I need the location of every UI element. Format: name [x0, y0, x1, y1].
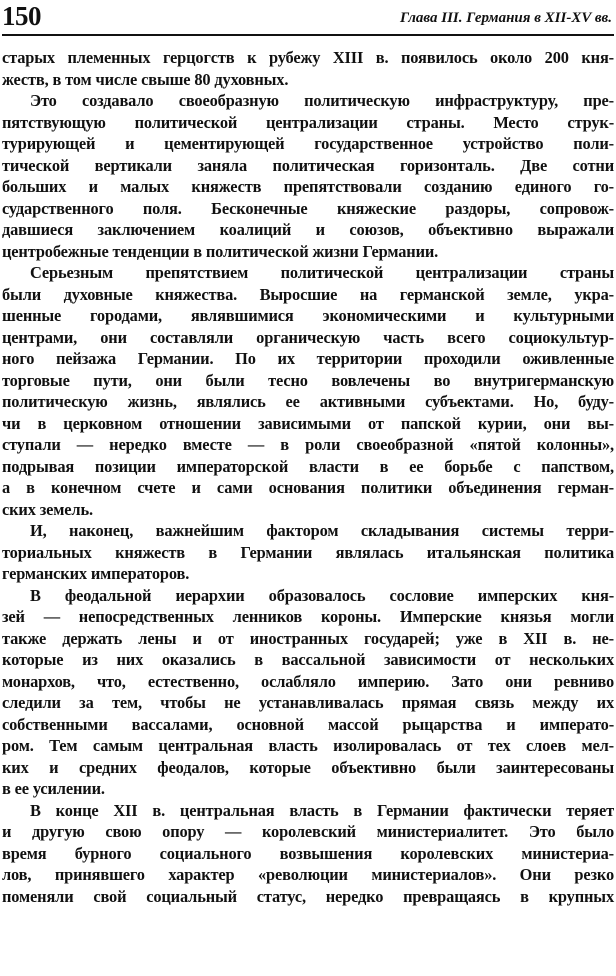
text-line: которые из них оказались в вассальной зависимости от нескольких: [2, 650, 614, 669]
text-line: поменяли свой социальный статус, нередко превращаясь в крупных: [2, 886, 614, 906]
text-line: ного пейзажа Германии. По их территории проходили оживленные: [2, 349, 614, 368]
text-line: подрывая позиции императорской власти в ее борьбе с папством,: [2, 456, 614, 476]
text-line: пятствующую политической централизации страны. Место струк-: [2, 112, 614, 132]
header-rule: [2, 34, 614, 36]
text-line: а в конечном счете и сами основания политики объединения герман-: [2, 478, 614, 497]
text-line: германских императоров.: [2, 564, 190, 583]
text-line: также держать лены и от иностранных государей; уже в XII в. не-: [2, 628, 614, 648]
text-line: старых племенных герцогств к рубежу XIII в. появилось около 200 кня-: [2, 48, 614, 67]
text-line: ступали — нередко вместе — в роли своеобразной «пятой колонны»,: [2, 435, 614, 454]
text-line: собственными вассалами, основной массой рыцарства и императо-: [2, 714, 614, 734]
text-line: монархов, что, естественно, ослабляло империю. Зато они ревниво: [2, 671, 614, 691]
text-line: Серьезным препятствием политической централизации страны: [30, 263, 614, 282]
text-line: Это создавало своеобразную политическую инфраструктуру, пре-: [30, 91, 614, 110]
page-header: [0, 0, 616, 36]
text-line: и другую свою опору — королевский министериалитет. Это было: [2, 822, 614, 841]
text-line: жеств, в том числе свыше 80 духовных.: [2, 69, 289, 89]
text-line: политическую жизнь, являлись ее активными субъектами. Но, буду-: [2, 392, 614, 411]
text-line: чи в церковном отношении зависимыми от папской курии, они вы-: [2, 413, 614, 433]
running-head: Глава III. Германия в XII-XV вв.: [399, 10, 612, 26]
text-line: в ее усилении.: [2, 779, 105, 798]
text-line: были духовные княжества. Выросшие на германской земле, укра-: [2, 284, 614, 304]
text-line: торговые пути, они были тесно вовлечены во внутригерманскую: [2, 370, 614, 390]
text-line: время бурного социального возвышения королевских министериа-: [2, 843, 614, 863]
text-line: ром. Тем самым центральная власть изолировалась от тех слоев мел-: [2, 736, 614, 755]
text-line: следили за тем, чтобы не устанавливалась прямая связь между их: [2, 693, 614, 712]
text-line: лов, принявшего характер «революции министериалов». Они резко: [2, 865, 614, 884]
text-line: тической вертикали заняла политическая горизонталь. Две сотни: [2, 155, 614, 175]
text-line: ких и средних феодалов, которые объективно были заинтересованы: [2, 757, 614, 777]
text-line: сударственного поля. Бесконечные княжеские раздоры, сопровож-: [2, 198, 614, 218]
body-text: [2, 47, 614, 907]
text-line: ториальных княжеств в Германии являлась итальянская политика: [2, 542, 614, 562]
page-number: 150: [2, 1, 41, 31]
text-line: И, наконец, важнейшим фактором складывания системы терри-: [30, 521, 614, 540]
text-line: ских земель.: [2, 499, 93, 519]
text-line: центрами, они составляли органическую часть всего социокультур-: [2, 327, 614, 347]
text-line: шенные городами, являвшимися экономическими и культурными: [2, 306, 614, 325]
text-line: больших и малых княжеств препятствовали созданию единого го-: [2, 177, 614, 196]
text-line: центробежные тенденции в политической жизни Германии.: [2, 241, 439, 261]
text-line: турирующей и цементирующей государственное устройство поли-: [2, 134, 614, 153]
text-line: В конце XII в. центральная власть в Германии фактически теряет: [30, 800, 614, 820]
text-line: зей — непосредственных ленников короны. Имперские князья могли: [2, 607, 614, 626]
text-line: В феодальной иерархии образовалось сословие имперских кня-: [30, 585, 614, 605]
text-line: давшиеся заключением коалиций и союзов, объективно выражали: [2, 220, 614, 239]
